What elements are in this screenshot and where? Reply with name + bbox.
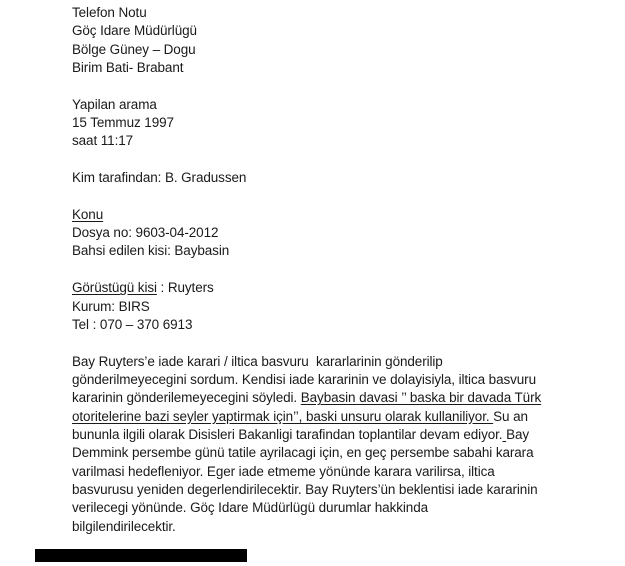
doc-line — [72, 353, 625, 371]
document-body — [72, 4, 625, 536]
text: : Ruyters — [156, 280, 214, 296]
doc-line — [72, 426, 625, 444]
doc-line — [72, 169, 625, 187]
text: saat 11:17 — [72, 133, 134, 149]
doc-line — [72, 41, 625, 59]
text: Göç Idare Müdürlügü — [72, 23, 197, 39]
doc-line — [72, 298, 625, 316]
doc-line — [72, 22, 625, 40]
doc-line — [72, 316, 625, 334]
text: Dosya no: 9603-04-2012 — [72, 225, 219, 241]
doc-line — [72, 499, 625, 517]
text: Su an — [493, 408, 528, 424]
text: Bahsi edilen kisi: Baybasin — [72, 243, 230, 259]
text: Demmink persembe günü tatile ayrilacagi için, en geç persembe sabahi karara — [72, 445, 534, 461]
text: Yapilan arama — [72, 96, 157, 112]
doc-line — [72, 224, 625, 242]
text: Birim Bati- Brabant — [72, 60, 184, 76]
doc-line — [72, 132, 625, 150]
text: basvurusu yeniden degerlendirilecektir. Bay Ruyters’ün beklentisi iade kararinin — [72, 481, 538, 497]
text: Bay — [506, 426, 530, 442]
text: verilecegi yönünde. Göç Idare Müdürlügü durumlar hakkinda — [72, 500, 429, 516]
underlined-text: otoritelerine bazi seyler yaptirmak için’’, baski unsuru olarak kullaniliyor. — [72, 408, 494, 424]
doc-line — [72, 151, 625, 169]
doc-line — [72, 261, 625, 279]
underlined-text: Görüstügü kisi — [72, 280, 157, 296]
text: Tel : 070 – 370 6913 — [72, 316, 193, 332]
text: varilmasi hedefleniyor. Eger iade etmeme yönünde karara varilirsa, iltica — [72, 463, 495, 479]
doc-line — [72, 206, 625, 224]
text: Kurum: BIRS — [72, 298, 150, 314]
redaction-bar — [35, 549, 247, 562]
doc-line — [72, 114, 625, 132]
doc-line — [72, 371, 625, 389]
text: Bölge Güney – Dogu — [72, 41, 196, 57]
doc-line — [72, 59, 625, 77]
underlined-text: Baybasin davasi ’’ baska bir davada Türk — [300, 390, 542, 406]
doc-line — [72, 444, 625, 462]
text: Telefon Notu — [72, 5, 147, 20]
doc-line — [72, 389, 625, 407]
doc-line — [72, 96, 625, 114]
doc-line — [72, 408, 625, 426]
text: kararinin gönderilemeyecegini söyledi. — [72, 390, 301, 406]
text: gönderilmeyecegini sordum. Kendisi iade kararinin ve dolayisiyla, iltica basvuru — [72, 371, 536, 387]
doc-line — [72, 334, 625, 352]
text: bilgilendirilecektir. — [72, 518, 176, 534]
doc-line — [72, 463, 625, 481]
text: bununla ilgili olarak Disisleri Bakanligi tarafindan toplantilar devam ediyor. — [72, 426, 503, 442]
text: 15 Temmuz 1997 — [72, 115, 174, 131]
doc-line — [72, 279, 625, 297]
doc-line — [72, 518, 625, 536]
underlined-text: Konu — [72, 206, 104, 222]
doc-line — [72, 242, 625, 260]
doc-line — [72, 4, 625, 22]
text: Bay Ruyters’e iade karari / iltica basvuru kararlarinin gönderilip — [72, 353, 443, 369]
doc-line — [72, 481, 625, 499]
text: Kim tarafindan: B. Gradussen — [72, 170, 247, 186]
doc-line — [72, 77, 625, 95]
doc-line — [72, 187, 625, 205]
